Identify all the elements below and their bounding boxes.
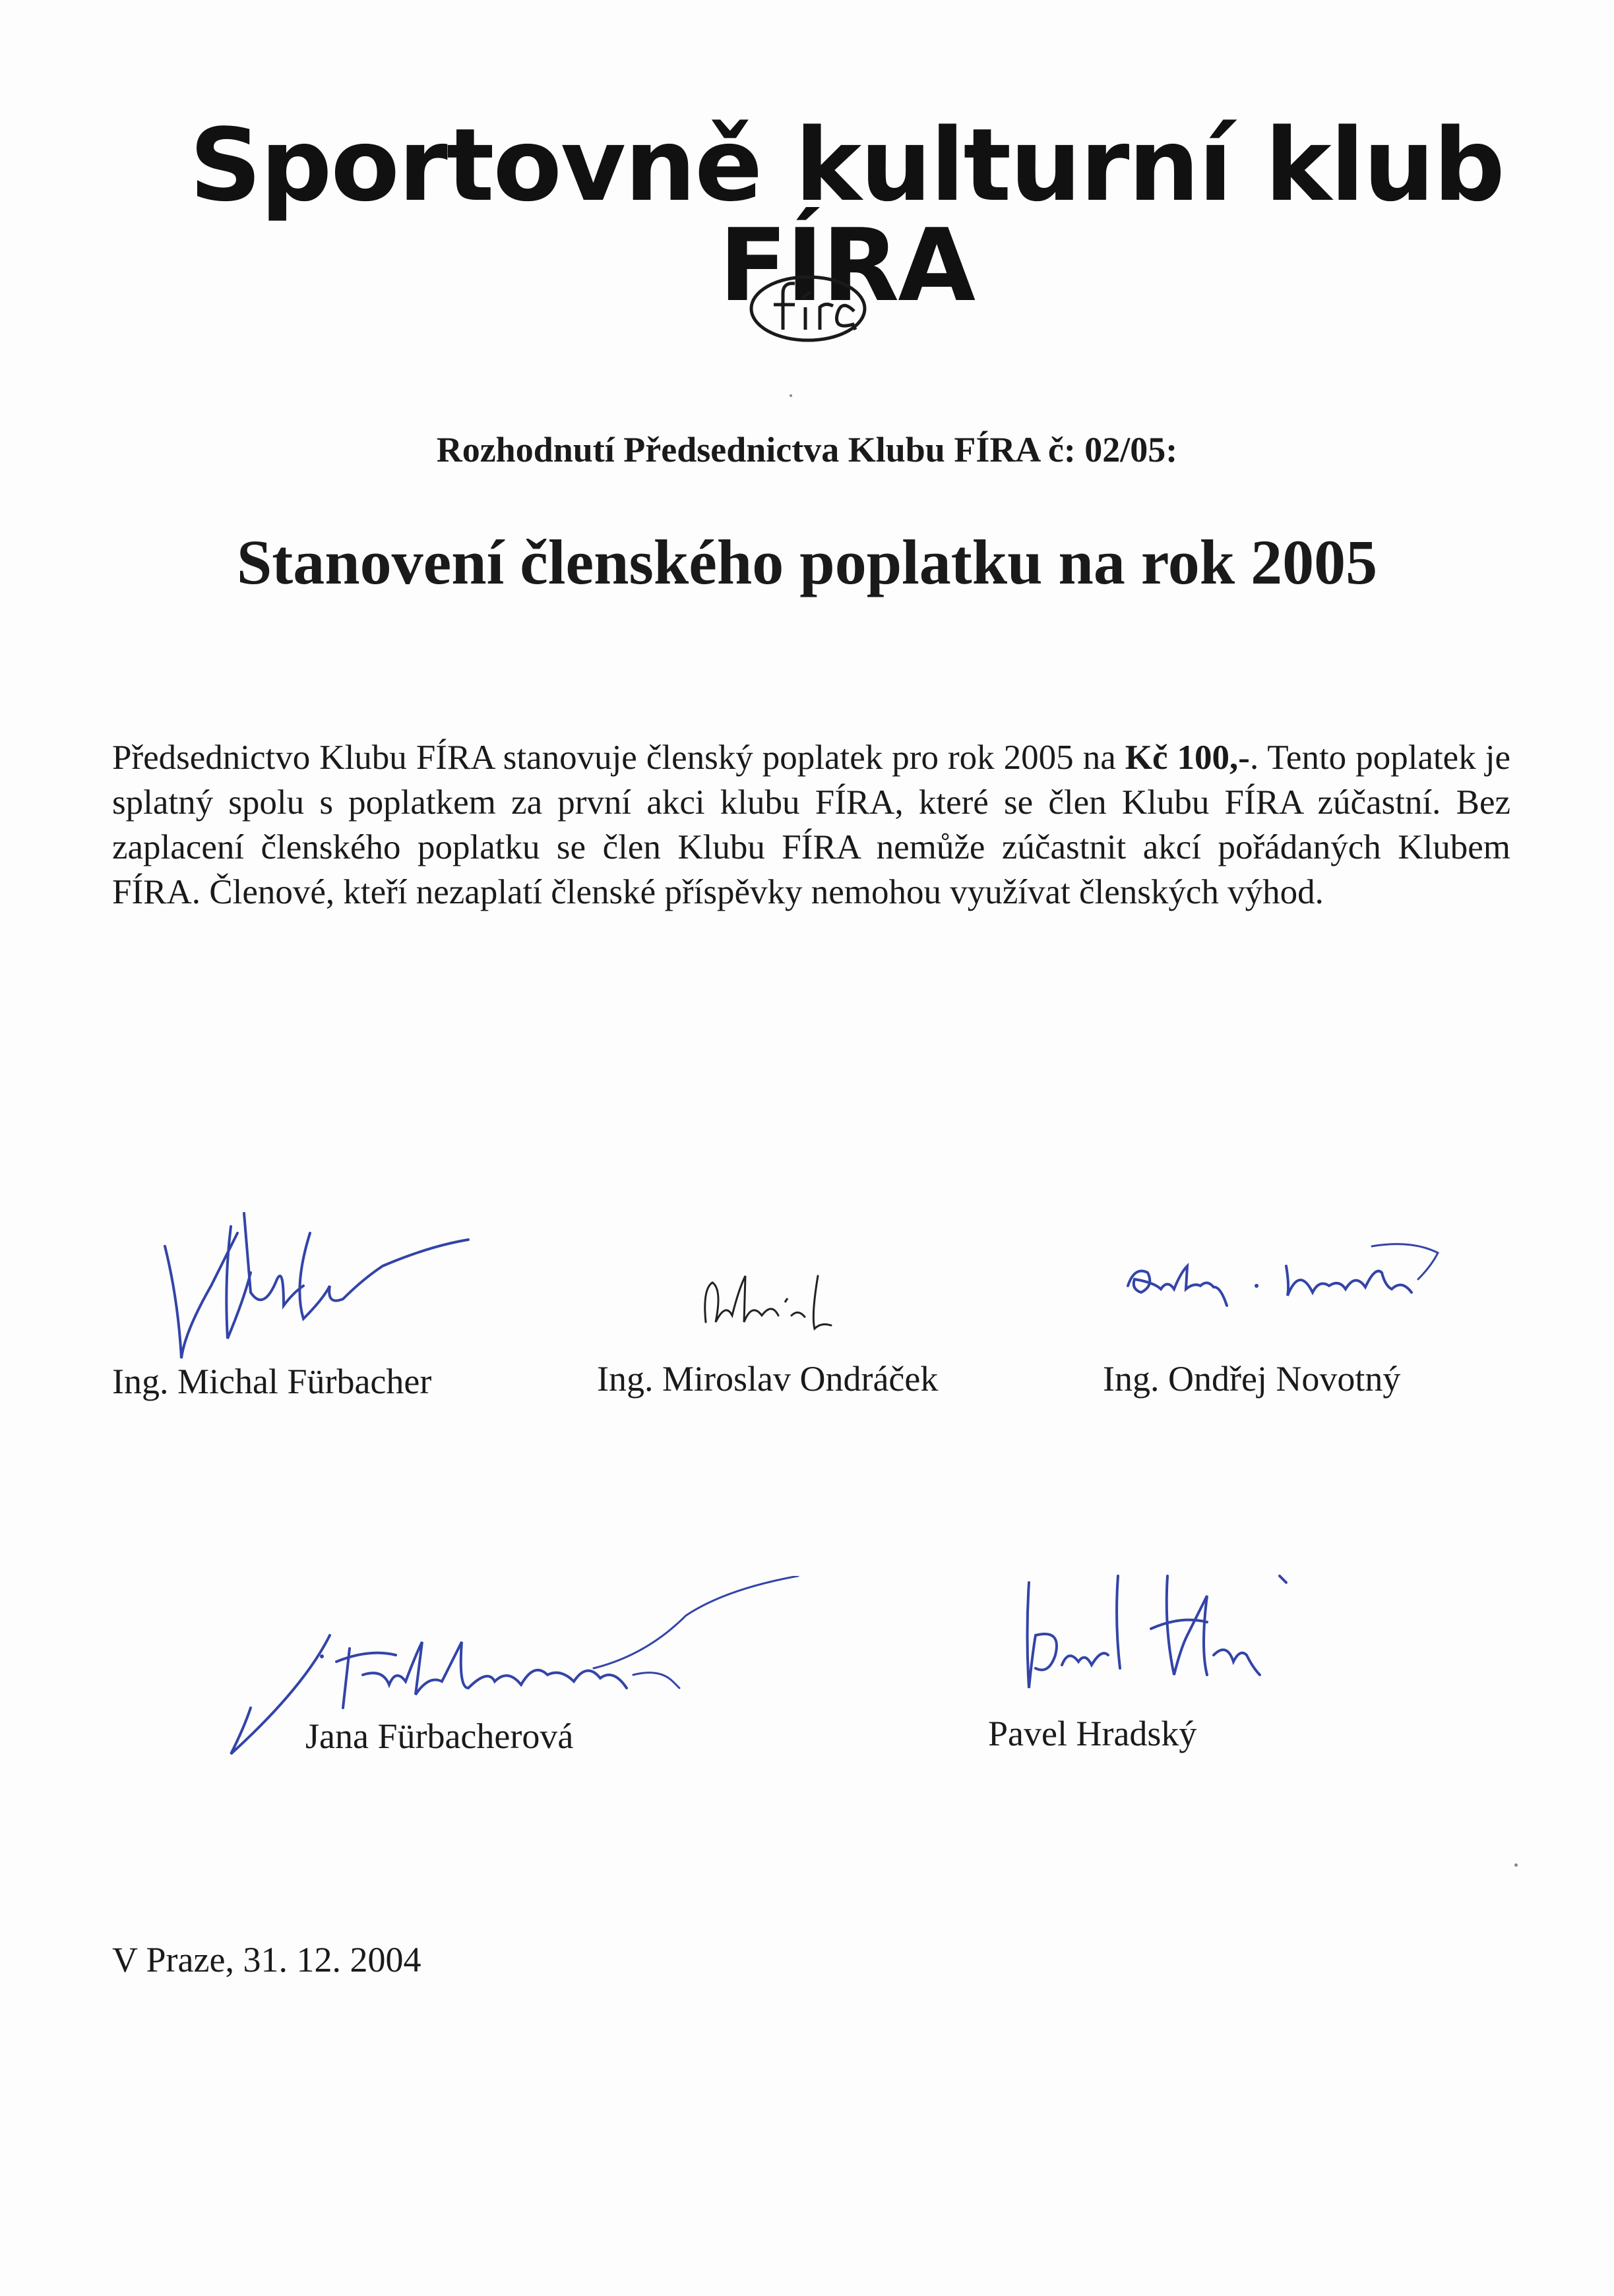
signatory-name-furbacher: Ing. Michal Fürbacher — [112, 1362, 432, 1401]
scan-speck — [790, 394, 792, 397]
scan-speck — [1514, 1863, 1518, 1867]
signature-image-furbacher — [152, 1207, 481, 1372]
signature-image-ondracek — [699, 1263, 844, 1342]
signatory-name-novotny: Ing. Ondřej Novotný — [1103, 1359, 1401, 1399]
date-line: V Praze, 31. 12. 2004 — [112, 1940, 421, 1979]
body-paragraph — [112, 735, 1510, 915]
signatory-name-ondracek: Ing. Miroslav Ondráček — [597, 1359, 939, 1399]
headline: Stanovení členského poplatku na rok 2005 — [236, 527, 1378, 597]
signature-image-hradsky — [1009, 1556, 1306, 1701]
signatory-name-furbacherova: Jana Fürbacherová — [305, 1716, 574, 1756]
decision-title: Rozhodnutí Předsednictva Klubu FÍRA č: 02/05: — [436, 430, 1178, 469]
body-text-part2: . Tento poplatek je splatný spolu s poplatkem za první akci klubu FÍRA, které se člen Klubu FÍRA zúčastní. Bez zaplacení členského poplatku se člen Klubu FÍRA nemůže zúčastnit akcí pořádaných Klubem FÍRA. Členové, kteří nezaplatí členské příspěvky nemohou využívat členských výhod. — [112, 739, 1510, 911]
club-title: Sportovně kulturní klub FÍRA — [189, 107, 1504, 324]
signature-image-novotny — [1121, 1226, 1451, 1325]
signatory-name-hradsky: Pavel Hradský — [988, 1714, 1197, 1753]
body-text-part1: Předsednictvo Klubu FÍRA stanovuje členský poplatek pro rok 2005 na — [112, 739, 1125, 777]
fira-logo — [742, 264, 874, 356]
fee-amount: Kč 100,- — [1125, 739, 1250, 777]
